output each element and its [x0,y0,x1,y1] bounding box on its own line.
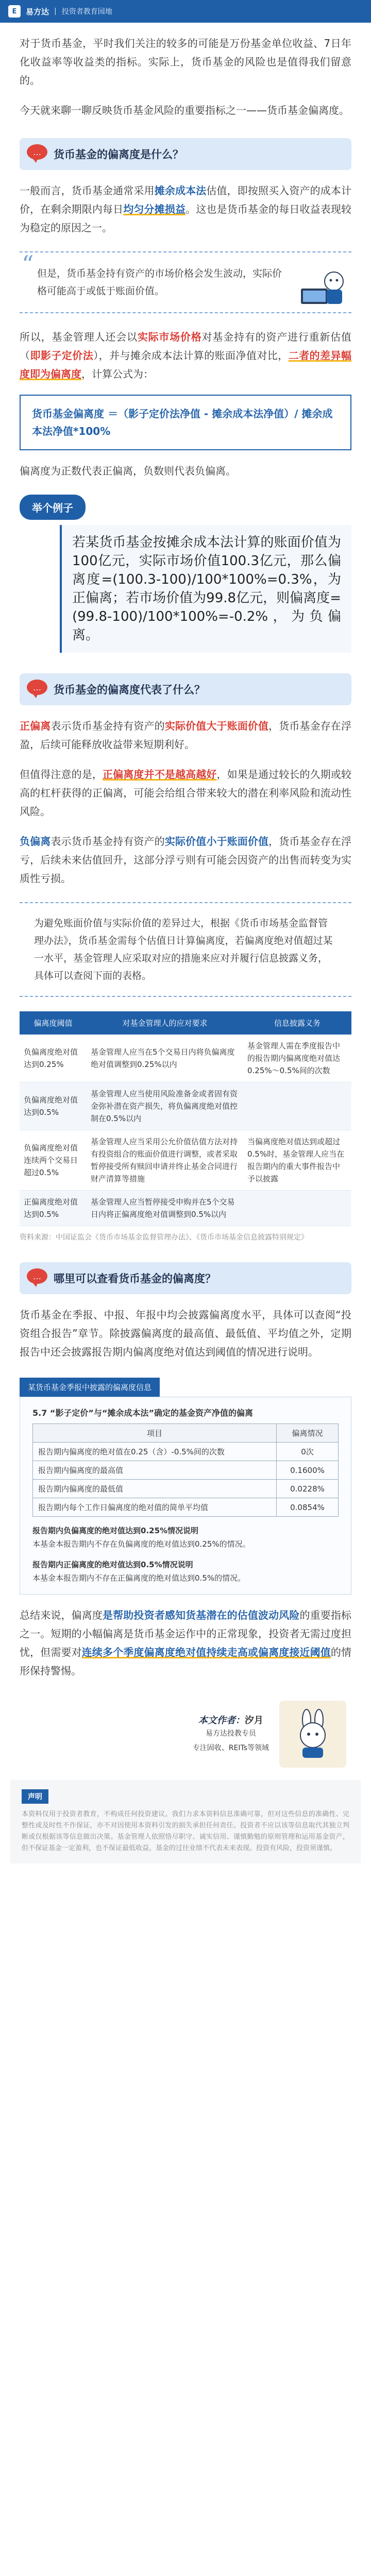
formula-label: 货币基金偏离度 ＝ [32,408,118,420]
intro-paragraph-1: 对于货币基金，平时我们关注的较多的可能是万份基金单位收益、7日年化收益率等收益类的指标。实际上，货币基金的风险也是值得我们留意的。 [20,37,351,87]
disclaimer-text: 本资料仅用于投资者教育，不构成任何投资建议。我们力求本资料信息准确可靠，但对这些信息的准确性、完整性或及时性不作保证，亦不对因使用本资料引发的损失承担任何责任。投资者不应以该等信息取代其独立判断或仅根据该等信息做出决策。基金管理人依照恪尽职守、诚实信用、谨慎勤勉的原则管理和运用基金资产，但不保证基金一定盈利，也不保证最低收益。基金的过往业绩不代表未来表现。投资有风险，投资须谨慎。 [22,1810,349,1852]
deviation-table: 项目 偏离情况 报告期内偏离度的绝对值在0.25（含）-0.5%间的次数 0次 报告期内偏离度的最高值 0.1600% 报告期内偏离度的最低值 0.0228% 报告期内每个工作日偏离度的绝对值的简单平均值 0.0854% [32,1423,339,1517]
author-avatar [279,1701,346,1768]
disclaimer-title: 声明 [22,1789,48,1804]
table-row: 报告期内偏离度的最低值 0.0228% [33,1480,339,1498]
paragraph: 但值得注意的是，正偏离度并不是越高越好，如果是通过较长的久期或较高的杠杆获得的正偏离，可能会给组合带来较大的潜在利率风险和流动性风险。 [20,768,352,818]
chat-bubble-icon: … [27,144,47,160]
table-row: 报告期内每个工作日偏离度的绝对值的简单平均值 0.0854% [33,1498,339,1517]
report-heading: 5.7 “影子定价”与“摊余成本法”确定的基金资产净值的偏离 [32,1408,253,1418]
author-name: 汐月 [244,1715,263,1726]
section-header-where [20,1262,351,1294]
report-note: 报告期内负偏离度的绝对值达到0.25%情况说明 本基金本报告期内不存在负偏离度的绝对值达到0.25%的情况。 [32,1526,250,1549]
section-title: 货币基金的偏离度是什么？ [54,148,183,161]
table-row: 报告期内偏离度的绝对值在0.25（含）-0.5%间的次数 0次 [33,1443,339,1461]
brand-separator: | [54,7,57,15]
report-excerpt [20,1397,351,1595]
example-block [20,495,351,653]
formula-body: （影子定价法净值 - 摊余成本法净值）/ 摊余成本法净值*100% [32,408,333,437]
brand-name: 易方达 [26,7,49,16]
table-header: 信息披露义务 [243,1011,351,1035]
author-label: 本文作者： [198,1715,245,1726]
disclaimer-box [10,1780,361,1863]
table-row: 报告期内偏离度的最高值 0.1600% [33,1461,339,1480]
table-row: 负偏离度绝对值连续两个交易日超过0.5% 基金管理人应当采用公允价值估值方法对持有投资组合的账面价值进行调整，或者采取暂停接受所有赎回申请并终止基金合同进行财产清算等措施 当偏离度绝对值达到或超过0.5%时，基金管理人应当在报告期内的重大事件报告中予以披露 [20,1130,351,1191]
quote-text: 但是，货币基金持有资产的市场价格会发生波动，实际价格可能高于或低于账面价值。 [37,268,282,297]
table-row: 负偏离度绝对值达到0.5% 基金管理人应当使用风险准备金或者固有资金弥补潜在资产损失，将负偏离度绝对值控制在0.5%以内 [20,1082,351,1130]
author-field: 专注固收、REITs等领域 [192,1744,269,1752]
chat-bubble-icon: … [27,680,47,695]
top-bar [0,0,371,23]
brand-subtitle: 投资者教育园地 [61,8,112,16]
summary-paragraph: 总结来说，偏离度是帮助投资者感知货基潜在的估值波动风险的重要指标之一。短期的小幅偏离是货币基金运作中的正常现象，投资者无需过度担忧，但需要对连续多个季度偏离度绝对值持续走高或偏离度接近阈值的情形保持警惕。 [20,1609,352,1677]
paragraph: 一般而言，货币基金通常采用摊余成本法估值，即按照买入资产的成本计价，在剩余期限内每日均匀分摊损益。这也是货币基金的每日收益表现较为稳定的原因之一。 [20,184,352,234]
quote-box [20,251,351,313]
table-header: 对基金管理人的应对要求 [87,1011,243,1035]
rabbit-mascot-icon [287,1708,339,1760]
example-badge: 举个例子 [20,495,86,520]
section-header-meaning [20,673,351,705]
paragraph: 正偏离表示货币基金持有资产的实际价值大于账面价值，货币基金存在浮盈，后续可能释放收益带来短期利好。 [20,720,352,751]
regulation-note: 为避免账面价值与实际价值的差异过大，根据《货币市场基金监督管理办法》，货币基金需每个估值日计算偏离度，若偏离度绝对值超过某一水平，基金管理人应采取对应的措施来应对并履行信息披露义务，具体可以查阅下面的表格。 [20,902,351,997]
threshold-table [20,1011,351,1226]
author-title: 易方达投教专员 [205,1730,256,1738]
section-title: 哪里可以查看货币基金的偏离度？ [54,1273,216,1285]
section-header-what [20,138,351,170]
quote-mark-icon: “ [22,250,34,278]
paragraph: 偏离度为正数代表正偏离，负数则代表负偏离。 [20,465,236,477]
table-row: 负偏离度绝对值达到0.25% 基金管理人应当在5个交易日内将负偏离度绝对值调整到0.25%以内 基金管理人需在季度报告中的报告期内偏离度绝对值达0.25%～0.5%间的次数 [20,1035,351,1082]
paragraph: 货币基金在季报、中报、年报中均会披露偏离度水平，具体可以查阅“投资组合报告”章节。除披露偏离度的最高值、最低值、平均值之外，定期报告中还会披露报告期内偏离度绝对值达到阈值的情况进行说明。 [20,1309,351,1358]
paragraph: 负偏离表示货币基金持有资产的实际价值小于账面价值，货币基金存在浮亏，后续未来估值回升，这部分浮亏则有可能会因资产的出售而转变为实质性亏损。 [20,835,352,885]
mascot-at-laptop-icon [299,266,346,306]
author-card [20,1701,351,1768]
chat-bubble-icon: … [27,1268,47,1284]
table-header: 偏离度阈值 [20,1011,87,1035]
paragraph: 所以，基金管理人还会以实际市场价格对基金持有的资产进行重新估值（即影子定价法），并与摊余成本法计算的账面净值对比，二者的差异幅度即为偏离度，计算公式为： [20,331,352,380]
table-row: 正偏离度绝对值达到0.5% 基金管理人应当暂停接受申购并在5个交易日内将正偏离度绝对值调整到0.5%以内 [20,1191,351,1226]
section-title: 货币基金的偏离度代表了什么？ [54,684,205,696]
intro-paragraph-2: 今天就来聊一聊反映货币基金风险的重要指标之一——货币基金偏离度。 [20,104,349,116]
figure-title: 某货币基金季报中披露的偏离度信息 [20,1378,160,1397]
report-note: 报告期内正偏离度的绝对值达到0.5%情况说明 本基金本报告期内不存在正偏离度的绝对值达到0.5%的情况。 [32,1560,246,1583]
example-text: 若某货币基金按摊余成本法计算的账面价值为100亿元，实际市场价值100.3亿元，那么偏离度=(100.3-100)/100*100%=0.3%，为正偏离；若市场价值为99.8亿元，则偏离度=(99.8-100)/100*100%=-0.2%，为负偏离。 [60,525,351,653]
table-source: 资料来源：中国证监会《货币市场基金监督管理办法》、《货币市场基金信息披露特别规定》 [20,1233,308,1242]
brand-logo: E [8,5,21,18]
formula-box [20,395,351,450]
